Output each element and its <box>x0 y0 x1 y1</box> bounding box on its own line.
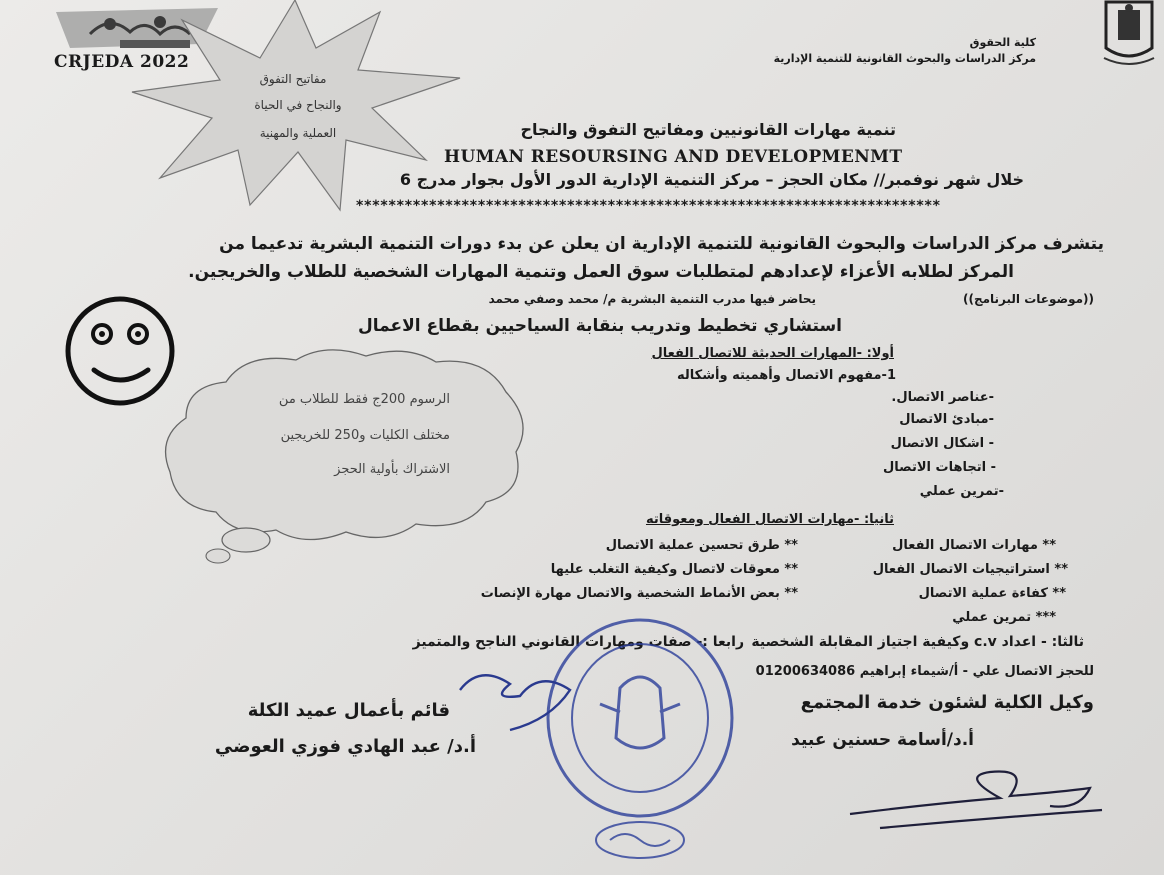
vice-dean-title: وكيل الكلية لشئون خدمة المجتمع <box>800 692 1094 713</box>
consultant-line: استشاري تخطيط وتدريب بنقابة السياحيين بقطاع الاعمال <box>357 316 842 336</box>
conference-label: CRJEDA 2022 <box>54 52 190 72</box>
section-1-item: -تمرين عملي <box>919 484 1004 499</box>
fees-cloud <box>156 342 534 568</box>
fees-line-1: الرسوم 200ج فقط للطلاب من <box>278 392 450 407</box>
topics-label: ((موضوعات البرنامج)) <box>962 292 1094 306</box>
page-title-arabic: تنمية مهارات القانونيين ومفاتيح التفوق والنجاح <box>520 120 896 139</box>
starburst-line-2: والنجاح في الحياة <box>254 98 342 112</box>
handwritten-signature <box>840 766 1110 846</box>
intro-line-2: المركز لطلابه الأعزاء لإعدادهم لمتطلبات سوق العمل وتنمية المهارات الشخصية للطلاب والخريجين. <box>188 262 1014 282</box>
booking-contact: للحجز الاتصال علي - أ/شيماء إبراهيم 01200634086 <box>755 664 1094 679</box>
section-2-item: ** كفاءة عملية الاتصال <box>918 586 1066 601</box>
starburst-line-1: مفاتيح التفوق <box>259 72 327 86</box>
vice-dean-name: أ.د/أسامة حسنين عبيد <box>791 730 974 750</box>
dean-title: قائم بأعمال عميد الكلة <box>247 700 450 721</box>
section-2-item: ** معوقات لاتصال وكيفية التغلب عليها <box>550 562 798 577</box>
handwritten-signature <box>450 660 590 744</box>
section-1-heading: أولا: -المهارات الحديثة للاتصال الفعال <box>651 346 894 361</box>
section-2-item: ** طرق تحسين عملية الاتصال <box>605 538 798 553</box>
page-title-english: HUMAN RESOURSING AND DEVELOPMENMT <box>444 147 903 167</box>
section-1-item: -عناصر الاتصال. <box>891 390 994 405</box>
university-logo <box>1098 0 1160 70</box>
section-1-item: 1-مفهوم الاتصال وأهميته وأشكاله <box>677 368 896 383</box>
date-location: خلال شهر نوفمبر// مكان الحجز – مركز التنمية الإدارية الدور الأول بجوار مدرج 6 <box>399 170 1024 189</box>
dean-name: أ.د/ عبد الهادي فوزي العوضي <box>214 736 476 757</box>
section-2-item: ** بعض الأنماط الشخصية والاتصال مهارة الإنصات <box>480 586 798 601</box>
starburst-line-3: العملية والمهنية <box>259 126 337 140</box>
trainer-line: يحاضر فيها مدرب التنمية البشرية م/ محمد وصفي محمد <box>488 292 816 306</box>
section-2-heading: ثانيا: -مهارات الاتصال الفعال ومعوقاته <box>645 512 894 527</box>
fees-line-2: مختلف الكليات و250 للخريجين <box>280 428 450 443</box>
section-3-line: ثالثا: - اعداد c.v وكيفية اجتياز المقابلة الشخصية <box>751 634 1084 650</box>
section-4-line: رابعا :- صفات ومهارات القانوني الناجح والمتميز <box>412 634 744 650</box>
section-2-item: ** مهارات الاتصال الفعال <box>892 538 1056 553</box>
fees-line-3: الاشتراك بأولية الحجز <box>334 462 450 477</box>
star-divider: ************************************************************************ <box>356 198 941 214</box>
faculty-name: كلية الحقوق <box>969 36 1036 49</box>
center-name: مركز الدراسات والبحوث القانونية للتنمية الإدارية <box>773 52 1036 65</box>
section-1-item: - اتجاهات الاتصال <box>883 460 996 475</box>
intro-line-1: يتشرف مركز الدراسات والبحوث القانونية للتنمية الإدارية ان يعلن عن بدء دورات التنمية البشرية تدعيما من <box>219 234 1104 254</box>
section-1-item: - اشكال الاتصال <box>890 436 994 451</box>
section-2-item: *** تمرين عملي <box>952 610 1056 625</box>
section-1-item: -مبادئ الاتصال <box>899 412 994 427</box>
section-2-item: ** استراتيجيات الاتصال الفعال <box>872 562 1068 577</box>
